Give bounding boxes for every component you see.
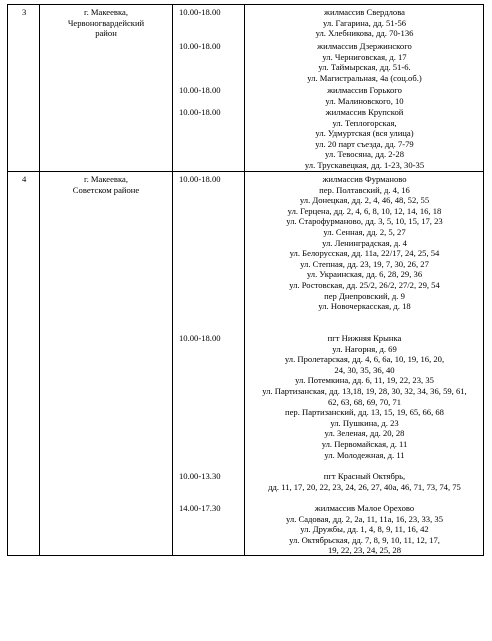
district-line: г. Макеевка, (84, 174, 128, 184)
address-line: дд. 11, 17, 20, 22, 23, 24, 26, 27, 40а, 46, 71, 73, 74, 75 (268, 481, 461, 492)
address-line: ул. Донецкая, дд. 2, 4, 46, 48, 52, 55 (299, 195, 430, 206)
address-line: ул. Партизанская, дд. 13,18, 19, 28, 30, 32, 34, 36, 59, 61, (262, 385, 467, 396)
address-line: жилмассив Малое Орехово (314, 503, 415, 513)
address-line: ул. Удмуртская (вся улица) (315, 128, 414, 139)
address-line: пер Днепровский, д. 9 (324, 290, 405, 301)
time-slot: 10.00-18.00 (179, 107, 221, 117)
time-slot: 10.00-18.00 (179, 333, 221, 343)
address-line: ул. Пролетарская, дд. 4, 6, 6а, 10, 19, 16, 20, (284, 354, 445, 365)
address-line: ул. Хлебникова, дд. 70-136 (315, 28, 414, 39)
address-group (245, 174, 484, 312)
address-group (245, 471, 484, 492)
address-line: жилмассив Крупской (325, 107, 404, 117)
address-line: ул. Пушкина, д. 23 (330, 417, 399, 428)
address-line: ул. Белорусская, дд. 11а, 22/17, 24, 25, 54 (289, 248, 440, 259)
address-group (245, 107, 484, 171)
district-cell (40, 174, 172, 195)
address-line: пер. Партизанский, дд. 13, 15, 19, 65, 66, 68 (285, 407, 444, 418)
row-divider (8, 171, 483, 172)
address-line: жилмассив Горького (327, 85, 402, 95)
address-line: ул. Садовая, дд. 2, 2а, 11, 11а, 16, 23, 33, 35 (286, 513, 443, 524)
address-line: ул. Черниговская, д. 17 (322, 51, 407, 62)
address-line: ул. Дружбы, дд. 1, 4, 8, 9, 11, 16, 42 (300, 524, 429, 535)
column-divider (172, 5, 173, 555)
row-number: 3 (22, 7, 27, 17)
address-line: 24, 30, 35, 36, 40 (334, 364, 395, 375)
address-group (245, 333, 484, 460)
address-line: 19, 22, 23, 24, 25, 28 (327, 545, 402, 556)
time-slot: 10.00-13.30 (179, 471, 221, 481)
address-line: ул. Украинская, дд. 6, 28, 29, 36 (306, 269, 423, 280)
row-number: 4 (22, 174, 27, 184)
address-line: ул. Ростовская, дд. 25/2, 26/2, 27/2, 29, 54 (289, 279, 440, 290)
address-line: ул. 20 парт съезда, дд. 7-79 (315, 138, 414, 149)
address-line: пгт Красный Октябрь, (323, 471, 406, 481)
address-line: ул. Ленинградская, д. 4 (322, 237, 407, 248)
address-line: ул. Октябрьская, дд. 7, 8, 9, 10, 11, 12, 17, (289, 534, 440, 545)
address-line: ул. Степная, дд. 23, 19, 7, 30, 26, 27 (300, 258, 429, 269)
address-line: ул. Новочеркасская, д. 18 (318, 301, 411, 312)
address-line: ул. Теплогорская, (332, 117, 397, 128)
address-line: ул. Зеленая, дд. 20, 28 (324, 428, 405, 439)
time-slot: 10.00-18.00 (179, 41, 221, 51)
address-line: ул. Первомайская, д. 11 (321, 438, 408, 449)
district-line: Советском районе (72, 184, 140, 195)
address-line: 62, 63, 68, 69, 70, 71 (327, 396, 402, 407)
schedule-table (7, 4, 484, 556)
district-line: район (95, 28, 117, 39)
address-group (245, 7, 484, 39)
address-line: ул. Старофурманово, дд. 3, 5, 10, 15, 17, 23 (286, 216, 443, 227)
address-line: ул. Магистральная, 4а (соц.об.) (307, 72, 422, 83)
address-group (245, 85, 484, 106)
address-line: ул. Нагорня, д. 69 (332, 343, 397, 354)
address-line: жилмассив Дзержинского (317, 41, 412, 51)
address-line: ул. Гагарина, дд. 51-56 (322, 17, 407, 28)
address-line: ул. Трускавецкая, дд. 1-23, 30-35 (304, 159, 425, 170)
time-slot: 14.00-17.30 (179, 503, 221, 513)
address-line: ул. Малиновского, 10 (325, 95, 404, 106)
time-slot: 10.00-18.00 (179, 174, 221, 184)
address-line: ул. Молодежная, д. 11 (324, 449, 405, 460)
address-group (245, 41, 484, 83)
district-line: Червоногвардейский (67, 17, 145, 28)
address-line: ул. Герцена, дд. 2, 4, 6, 8, 10, 12, 14, 16, 18 (287, 205, 442, 216)
address-line: жилмассив Свердлова (324, 7, 405, 17)
district-line: г. Макеевка, (84, 7, 128, 17)
address-line: жилмассив Фурманово (322, 174, 407, 184)
time-slot: 10.00-18.00 (179, 7, 221, 17)
address-line: ул. Тевосяна, дд. 2-28 (324, 149, 405, 160)
address-line: пгт Нижняя Крынка (327, 333, 402, 343)
address-line: ул. Потемкина, дд. 6, 11, 19, 22, 23, 35 (295, 375, 434, 386)
time-slot: 10.00-18.00 (179, 85, 221, 95)
district-cell (40, 7, 172, 39)
address-line: пер. Полтавский, д. 4, 16 (319, 184, 410, 195)
column-divider (39, 5, 40, 555)
address-line: ул. Таймырская, дд. 51-6. (318, 62, 411, 73)
address-group (245, 503, 484, 556)
address-line: ул. Сенная, дд. 2, 5, 27 (323, 226, 406, 237)
